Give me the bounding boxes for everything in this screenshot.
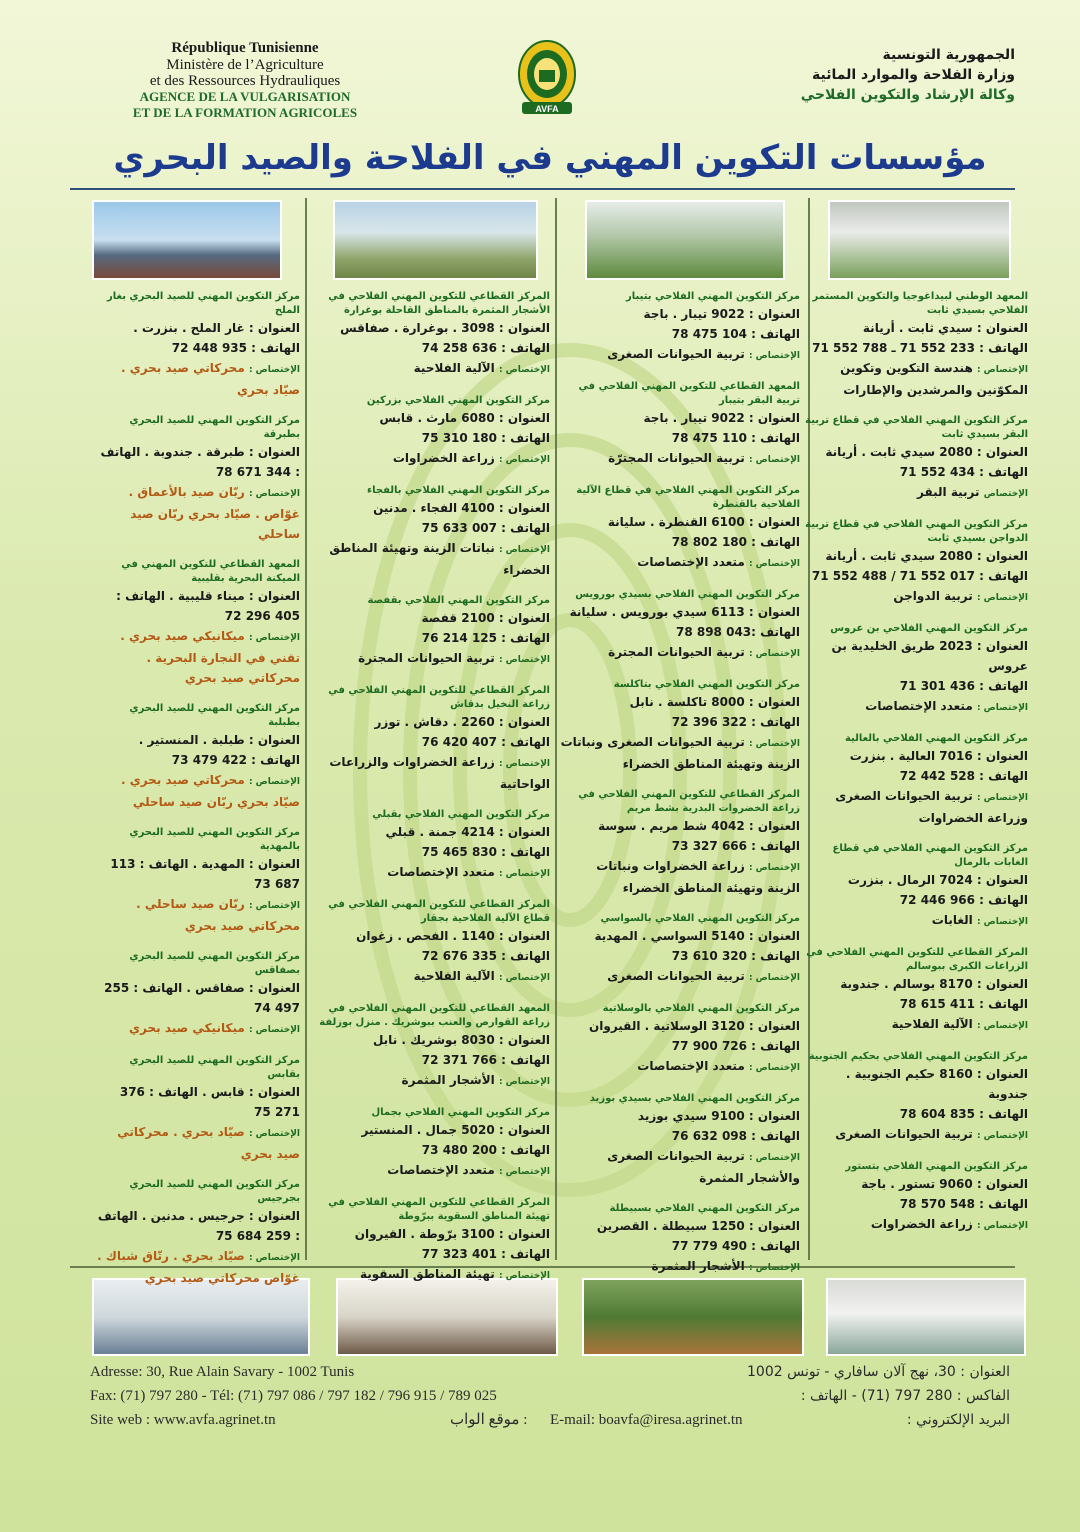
avfa-logo <box>518 40 576 116</box>
institution-entry <box>310 684 550 794</box>
institution-phone: الهاتف : 200 480 73 <box>421 1143 550 1157</box>
specialty-label: الإختصاص : <box>498 759 550 769</box>
specialty-label: الإختصاص : <box>976 1131 1028 1141</box>
institution-entry <box>560 588 800 664</box>
institution-name: المعهد القطاعي للتكوين المهني الفلاحي في تربية البقر بتيبار <box>578 381 800 406</box>
institution-name: المركز القطاعي للتكوين المهني الفلاحي في قطاع الآلية الفلاحية بجقار <box>328 899 550 924</box>
institution-address: العنوان : 5140 السواسي . المهدية <box>594 929 800 943</box>
institution-address: العنوان : 3098 . بوغرارة . صفاقس <box>340 321 550 335</box>
specialty-value: محركاتي صيد بحري . صيّاد بحري ربّان صيد ساحلي <box>120 773 300 809</box>
institution-address: العنوان : 4100 الفجاء . مدنين <box>373 501 550 515</box>
column-4 <box>95 290 300 1302</box>
specialty-value: محركاتي صيد بحري . صيّاد بحري <box>120 361 300 397</box>
institution-specialty <box>803 482 1028 504</box>
institution-specialty <box>560 552 800 574</box>
institution-address: العنوان : 2023 طريق الخليدية بن عروس <box>831 639 1028 673</box>
institution-name: مركز التكوين المهني الفلاحي بتاكلسة <box>613 679 800 690</box>
institution-name: مركز التكوين المهني للصيد البحري بصفاقس <box>129 951 300 976</box>
institution-entry <box>310 594 550 670</box>
fr-line-1: République Tunisienne <box>171 40 319 56</box>
institution-address: العنوان : 2100 قفصة <box>421 611 550 625</box>
institution-name: مركز التكوين المهني الفلاحي بسيدي بورويس <box>575 589 800 600</box>
institution-phone: الهاتف : 407 420 76 <box>421 735 550 749</box>
institution-phone: الهاتف : 434 552 71 <box>899 465 1028 479</box>
institution-specialty <box>310 966 550 988</box>
institution-phone: الهاتف : 180 310 75 <box>421 431 550 445</box>
specialty-label: الإختصاص : <box>976 917 1028 927</box>
institution-entry <box>310 290 550 380</box>
column-1 <box>803 290 1028 1250</box>
institution-specialty <box>310 1264 550 1286</box>
institution-address: العنوان : 3100 برّوطة . القيروان <box>354 1227 550 1241</box>
institution-entry <box>95 702 300 812</box>
institution-specialty <box>560 1256 800 1278</box>
institution-name: مركز التكوين المهني للصيد البحري بطبلبة <box>129 703 300 728</box>
specialty-value: ربّان صيد بالأعماق . غوّاص . صيّاد بحري ربّان صيد ساحلي <box>128 485 300 541</box>
specialty-label: الإختصاص : <box>248 365 300 375</box>
footer-address-fr: Adresse: 30, Rue Alain Savary - 1002 Tunis <box>90 1364 355 1380</box>
specialty-value: تربية الحيوانات الصغرى <box>835 1127 973 1141</box>
institution-entry <box>803 732 1028 828</box>
specialty-value: متعدد الإختصاصات <box>637 555 745 569</box>
specialty-label: الإختصاص : <box>748 739 800 749</box>
institution-address: العنوان : صفاقس . الهاتف : 255 497 74 <box>104 981 300 1015</box>
institution-specialty <box>560 344 800 366</box>
fr-line-3: et des Ressources Hydrauliques <box>149 73 341 89</box>
institution-entry <box>803 518 1028 608</box>
institution-phone: الهاتف : 233 552 71 ـ 788 552 71 <box>812 341 1028 355</box>
column-3 <box>310 290 550 1300</box>
institution-name: مركز التكوين المهني الفلاحي بسيدي بوزيد <box>589 1093 800 1104</box>
institution-name: المركز القطاعي للتكوين المهني الفلاحي في زراعة الخضروات البدرية بشط مريم <box>578 789 800 814</box>
specialty-label: الإختصاص : <box>976 365 1028 375</box>
institution-entry <box>560 1202 800 1278</box>
specialty-value: تربية الحيوانات الصغرى وزراعة الخضراوات <box>835 789 1028 825</box>
institution-address: العنوان : طبرقة . جندوبة . الهاتف : 344 671 78 <box>100 445 300 479</box>
institution-address: العنوان : ميناء قليبية . الهاتف : 405 296 72 <box>116 589 300 623</box>
institution-specialty <box>310 648 550 670</box>
institution-entry <box>803 1050 1028 1146</box>
institution-address: العنوان : المهدية . الهاتف : 113 687 73 <box>110 857 300 891</box>
institution-specialty <box>803 586 1028 608</box>
institution-entry <box>95 1054 300 1164</box>
institution-phone: الهاتف : 490 779 77 <box>671 1239 800 1253</box>
institution-entry <box>803 1160 1028 1236</box>
specialty-label: الإختصاص : <box>498 655 550 665</box>
institution-entry <box>95 290 300 400</box>
specialty-value: متعدد الإختصاصات <box>387 1163 495 1177</box>
institution-name: المعهد القطاعي للتكوين المهني الفلاحي في زراعة القوارص والعنب ببوشريك . منزل بوزلفة <box>319 1003 550 1028</box>
institution-phone: الهاتف : 548 570 78 <box>899 1197 1028 1211</box>
specialty-label: الإختصاص : <box>248 1253 300 1263</box>
specialty-value: زراعة الخضراوات <box>870 1217 973 1231</box>
specialty-label: الإختصاص : <box>976 593 1028 603</box>
page-title: مؤسسات التكوين المهني في الفلاحة والصيد البحري <box>113 138 987 178</box>
specialty-label: الإختصاص : <box>498 365 550 375</box>
footer-email[interactable]: E-mail: boavfa@iresa.agrinet.tn <box>550 1412 743 1428</box>
footer-website-ar: موقع الواب : <box>450 1412 528 1428</box>
institution-name: مركز التكوين المهني الفلاحي بالعالية <box>844 733 1028 744</box>
institution-specialty <box>95 1018 300 1040</box>
specialty-value: متعدد الإختصاصات <box>865 699 973 713</box>
institution-entry <box>803 946 1028 1036</box>
specialty-label: الإختصاص : <box>498 455 550 465</box>
specialty-label: الإختصاص : <box>248 633 300 643</box>
institution-entry <box>310 1106 550 1182</box>
institution-name: مركز التكوين المهني الفلاحي في قطاع الغابات بالرمال <box>832 843 1028 868</box>
specialty-label: الإختصاص : <box>498 973 550 983</box>
institution-address: العنوان : 5020 جمال . المنستير <box>361 1123 550 1137</box>
specialty-label: الإختصاص : <box>248 1025 300 1035</box>
institution-specialty <box>310 1070 550 1092</box>
institution-specialty <box>310 358 550 380</box>
institution-entry <box>95 558 300 688</box>
institution-entry <box>310 898 550 988</box>
institution-address: العنوان : 3120 الوسلاتية . القيروان <box>589 1019 800 1033</box>
specialty-value: تربية الحيوانات الصغرى ونباتات الزينة وتهيئة المناطق الخضراء <box>560 735 800 771</box>
institution-address: العنوان : 9022 تيبار . باجة <box>643 411 800 425</box>
column-divider <box>305 198 307 1260</box>
institution-name: مركز التكوين المهني للصيد البحري بطبرقة <box>129 415 300 440</box>
fr-line-5: ET DE LA FORMATION AGRICOLES <box>132 105 358 120</box>
specialty-value: تربية الحيوانات الصغرى <box>607 347 745 361</box>
specialty-value: صيّاد بحري . رتّاق شباك . غوّاص محركاتي صيد بحري <box>97 1249 300 1285</box>
institution-phone: الهاتف : 320 610 73 <box>671 949 800 963</box>
institution-phone: الهاتف : 335 676 72 <box>421 949 550 963</box>
institution-specialty <box>803 910 1028 932</box>
specialty-value: تهيئة المناطق السقوية <box>359 1267 495 1281</box>
ar-line-3: وكالة الإرشاد والتكوين الفلاحي <box>800 87 1015 103</box>
institution-address: العنوان : 2080 سيدي ثابت . أريانة <box>825 445 1028 459</box>
institution-entry <box>803 842 1028 932</box>
specialty-label: الإختصاص : <box>748 1153 800 1163</box>
photo-trainees-field <box>333 200 538 280</box>
institution-address: العنوان : 6100 القنطرة . سليانة <box>607 515 800 529</box>
institution-phone: الهاتف : 766 371 72 <box>421 1053 550 1067</box>
specialty-label: الإختصاص : <box>248 777 300 787</box>
footer-email-ar: البريد الإلكتروني : <box>906 1412 1010 1428</box>
institution-name: مركز التكوين المهني للصيد البحري بجرجيس <box>129 1179 300 1204</box>
institution-phone: الهاتف : 411 615 78 <box>899 997 1028 1011</box>
institution-phone: الهاتف : 180 802 78 <box>671 535 800 549</box>
institution-entry <box>803 290 1028 400</box>
institution-phone: الهاتف : 636 258 74 <box>421 341 550 355</box>
institution-address: العنوان : 8170 بوسالم . جندوبة <box>840 977 1028 991</box>
institution-phone: الهاتف : 007 633 75 <box>421 521 550 535</box>
institution-address: العنوان : 2260 . دقاش . توزر <box>374 715 550 729</box>
specialty-value: ميكانيكي صيد بحري <box>129 1021 245 1035</box>
institution-name: مركز التكوين المهني الفلاحي بقبلي <box>372 809 550 820</box>
ar-line-2: وزارة الفلاحة والموارد المائية <box>812 67 1015 83</box>
institution-name: مركز التكوين المهني الفلاحي بقفصة <box>367 595 550 606</box>
specialty-value: الآلية الفلاحية <box>413 361 495 375</box>
institution-address: العنوان : سيدي ثابت . أريانة <box>862 321 1028 335</box>
institution-specialty <box>95 894 300 936</box>
institution-phone: الهاتف : 835 604 78 <box>899 1107 1028 1121</box>
institution-phone: الهاتف : 726 900 77 <box>671 1039 800 1053</box>
specialty-value: متعدد الإختصاصات <box>387 865 495 879</box>
institution-address: العنوان : 1250 سبيطلة . القصرين <box>596 1219 800 1233</box>
specialty-value: صيّاد بحري . محركاتي صيد بحري <box>117 1125 300 1161</box>
photo-greenhouse <box>585 200 785 280</box>
institution-entry <box>560 380 800 470</box>
institution-name: مركز التكوين المهني الفلاحي بسبيطلة <box>609 1203 800 1214</box>
institution-entry <box>560 1092 800 1188</box>
institution-entry <box>310 1196 550 1286</box>
footer <box>90 1360 1010 1432</box>
institution-specialty <box>95 626 300 688</box>
institution-phone: الهاتف : 110 475 78 <box>671 431 800 445</box>
institution-entry <box>803 414 1028 504</box>
institution-specialty <box>310 1160 550 1182</box>
title-divider <box>70 188 1015 190</box>
institution-phone: الهاتف : 098 632 76 <box>671 1129 800 1143</box>
institution-address: العنوان : جرجيس . مدنين . الهاتف : 259 684 75 <box>97 1209 300 1243</box>
institution-specialty <box>310 538 550 580</box>
specialty-value: زراعة الخضراوات <box>392 451 495 465</box>
footer-website[interactable]: Site web : www.avfa.agrinet.tn <box>90 1412 276 1428</box>
institution-specialty <box>95 482 300 544</box>
specialty-value: متعدد الإختصاصات <box>637 1059 745 1073</box>
specialty-label: الإختصاص : <box>748 1063 800 1073</box>
institution-specialty <box>803 1214 1028 1236</box>
institution-specialty <box>310 862 550 884</box>
ar-line-1: الجمهورية التونسية <box>882 47 1015 63</box>
institution-phone: الهاتف : 436 301 71 <box>899 679 1028 693</box>
institution-address: العنوان : 9022 تيبار . باجة <box>643 307 800 321</box>
specialty-value: تربية الحيوانات المجترة <box>358 651 495 665</box>
specialty-value: الغابات <box>931 913 973 927</box>
institution-name: مركز التكوين المهني الفلاحي بتيبار <box>626 291 800 302</box>
specialty-label: الإختصاص : <box>748 351 800 361</box>
institution-specialty <box>803 1014 1028 1036</box>
footer-fax-ar: الفاكس : 280 797 (71) - الهاتف : <box>800 1388 1010 1404</box>
institution-entry <box>560 678 800 774</box>
institution-entry <box>310 808 550 884</box>
institution-name: المركز القطاعي للتكوين المهني الفلاحي في الأشجار المثمرة بالمناطق القاحلة بوغرارة <box>328 291 550 316</box>
institution-name: مركز التكوين المهني الفلاحي بن عروس <box>830 623 1028 634</box>
specialty-label: الإختصاص <box>983 489 1028 499</box>
institution-entry <box>803 622 1028 718</box>
specialty-value: زراعة الخضراوات ونباتات الزينة وتهيئة المناطق الخضراء <box>596 859 800 895</box>
specialty-value: تربية الحيوانات الصغرى <box>607 969 745 983</box>
institution-name: مركز التكوين المهني للصيد البحري بقابس <box>129 1055 300 1080</box>
institution-address: العنوان : 6113 سيدي بورويس . سليانة <box>569 605 800 619</box>
institution-address: العنوان : غار الملح . بنزرت . الهاتف : 935 448 72 <box>133 321 300 355</box>
institution-entry <box>310 484 550 580</box>
institution-address: العنوان : 7016 العالية . بنزرت <box>849 749 1028 763</box>
institution-name: مركز التكوين المهني الفلاحي بالسواسي <box>600 913 800 924</box>
specialty-value: ربّان صيد ساحلي . محركاتي صيد بحري <box>136 897 300 933</box>
specialty-label: الإختصاص : <box>976 1021 1028 1031</box>
institution-name: مركز التكوين المهني الفلاحي بتستور <box>845 1161 1028 1172</box>
specialty-value: الآلية الفلاحية <box>891 1017 973 1031</box>
institution-address: العنوان : قابس . الهاتف : 376 271 75 <box>119 1085 300 1119</box>
institution-name: مركز التكوين المهني للصيد البحري بغار الملح <box>107 291 300 316</box>
institution-entry <box>95 1178 300 1288</box>
institution-specialty <box>560 1056 800 1078</box>
institution-specialty <box>310 752 550 794</box>
specialty-label: الإختصاص : <box>498 545 550 555</box>
specialty-label: الإختصاص : <box>748 559 800 569</box>
institution-address: العنوان : 7024 الرمال . بنزرت <box>847 873 1028 887</box>
specialty-label: الإختصاص : <box>248 901 300 911</box>
specialty-label: الإختصاص : <box>976 793 1028 803</box>
institution-specialty <box>560 856 800 898</box>
specialty-value: تربية الحيوانات المجترة <box>608 645 745 659</box>
specialty-label: الإختصاص : <box>498 1167 550 1177</box>
institution-specialty <box>560 732 800 774</box>
institution-entry <box>95 826 300 936</box>
logo-text: AVFA <box>535 104 559 114</box>
institution-address: العنوان : 8160 حكيم الجنوبية . جندوبة <box>845 1067 1028 1101</box>
specialty-label: الإختصاص : <box>976 703 1028 713</box>
specialty-label: الإختصاص : <box>748 1263 800 1273</box>
institution-name: مركز التكوين المهني الفلاحي في قطاع الآلية الفلاحية بالقنطرة <box>576 485 800 510</box>
specialty-value: الأشجار المثمرة <box>401 1073 495 1087</box>
institution-name: مركز التكوين المهني الفلاحي في قطاع تربية الدواجن بسيدي ثابت <box>805 519 1028 544</box>
institution-name: المعهد الوطني لبيداغوجيا والتكوين المستمر الفلاحي بسيدي ثابت <box>812 291 1028 316</box>
institution-specialty <box>560 642 800 664</box>
institution-name: المعهد القطاعي للتكوين المهني في الميكنة البحرية بقليبية <box>121 559 300 584</box>
specialty-label: الإختصاص : <box>748 863 800 873</box>
institution-address: العنوان : 8000 تاكلسة . نابل <box>629 695 800 709</box>
institution-name: المركز القطاعي للتكوين المهني الفلاحي في الزراعات الكبرى ببوسالم <box>806 947 1028 972</box>
institution-address: العنوان : 4214 جمنة . قبلي <box>385 825 550 839</box>
institution-specialty <box>310 448 550 470</box>
institution-name: مركز التكوين المهني للصيد البحري بالمهدية <box>129 827 300 852</box>
institution-entry <box>560 484 800 574</box>
institution-phone: الهاتف : 104 475 78 <box>671 327 800 341</box>
footer-address-ar: العنوان : 30، نهج آلان سافاري - تونس 1002 <box>747 1364 1010 1380</box>
specialty-value: الآلية الفلاحية <box>413 969 495 983</box>
institution-address: العنوان : 8030 بوشريك . نابل <box>372 1033 550 1047</box>
institution-phone: الهاتف : 401 323 77 <box>421 1247 550 1261</box>
institution-address: العنوان : 4042 شط مريم . سوسة <box>598 819 800 833</box>
institution-entry <box>95 950 300 1040</box>
institution-address: العنوان : طبلبة . المنستير . الهاتف : 422 479 73 <box>138 733 300 767</box>
specialty-label: الإختصاص : <box>748 649 800 659</box>
institution-phone: الهاتف : 528 442 72 <box>899 769 1028 783</box>
institution-name: المركز القطاعي للتكوين المهني الفلاحي في زراعة النخيل بدقاش <box>328 685 550 710</box>
institution-specialty <box>803 696 1028 718</box>
specialty-value: الأشجار المثمرة <box>651 1259 745 1273</box>
institution-address: العنوان : 2080 سيدي ثابت . أريانة <box>825 549 1028 563</box>
institution-phone: الهاتف : 017 552 71 / 488 552 71 <box>811 569 1028 583</box>
institution-specialty <box>803 358 1028 400</box>
institution-address: العنوان : 6080 مارث . قابس <box>379 411 550 425</box>
specialty-label: الإختصاص : <box>498 869 550 879</box>
column-divider <box>555 198 557 1260</box>
institution-specialty <box>95 770 300 812</box>
institution-entry <box>310 1002 550 1092</box>
institution-name: المركز القطاعي للتكوين المهني الفلاحي في تهيئة المناطق السقوية ببرّوطة <box>328 1197 550 1222</box>
institution-phone: الهاتف : 666 327 73 <box>671 839 800 853</box>
institution-name: مركز التكوين المهني الفلاحي في قطاع تربية البقر بسيدي ثابت <box>805 415 1028 440</box>
specialty-value: تربية الدواجن <box>893 589 973 603</box>
specialty-label: الإختصاص : <box>976 1221 1028 1231</box>
institution-address: العنوان : 1140 . الفحص . زغوان <box>356 929 550 943</box>
institution-address: العنوان : 9060 تستور . باجة <box>861 1177 1028 1191</box>
institution-name: مركز التكوين المهني الفلاحي بزركين <box>366 395 550 406</box>
arabic-header <box>695 45 1015 105</box>
specialty-value: هندسة التكوين وتكوين المكوّنين والمرشدين والإطارات <box>840 361 1028 397</box>
specialty-label: الإختصاص : <box>498 1077 550 1087</box>
photo-lab-trainees <box>828 200 1011 280</box>
specialty-value: نباتات الزينة وتهيئة المناطق الخضراء <box>329 541 550 577</box>
institution-phone: الهاتف : 830 465 75 <box>421 845 550 859</box>
institution-specialty <box>560 1146 800 1188</box>
institution-name: مركز التكوين المهني الفلاحي بالفجاء <box>367 485 550 496</box>
photo-fishing-boats <box>92 200 282 280</box>
fr-line-2: Ministère de l’Agriculture <box>166 57 324 73</box>
fr-line-4: AGENCE DE LA VULGARISATION <box>139 89 351 104</box>
photo-laboratory <box>826 1278 1026 1356</box>
specialty-value: ميكانيكي صيد بحري . تقني في النجارة البحرية . محركاتي صيد بحري <box>120 629 300 685</box>
institution-specialty <box>803 1124 1028 1146</box>
institution-entry <box>560 788 800 898</box>
specialty-value: زراعة الخضراوات والزراعات الواحاتية <box>329 755 550 791</box>
institution-entry <box>560 290 800 366</box>
institution-phone: الهاتف :043 898 78 <box>675 625 800 639</box>
specialty-label: الإختصاص : <box>248 1129 300 1139</box>
footer-fax-fr: Fax: (71) 797 280 - Tél: (71) 797 086 / 797 182 / 796 915 / 789 025 <box>90 1388 497 1404</box>
specialty-label: الإختصاص : <box>748 455 800 465</box>
institution-entry <box>310 394 550 470</box>
specialty-value: تربية البقر <box>917 485 980 499</box>
institution-specialty <box>560 448 800 470</box>
institution-specialty <box>95 1122 300 1164</box>
specialty-label: الإختصاص : <box>748 973 800 983</box>
institution-specialty <box>95 358 300 400</box>
institution-name: مركز التكوين المهني الفلاحي بجمال <box>371 1107 550 1118</box>
institution-name: مركز التكوين المهني الفلاحي بحكيم الجنوبية <box>808 1051 1028 1062</box>
institution-specialty <box>560 966 800 988</box>
specialty-value: تربية الحيوانات المجترّة <box>608 451 745 465</box>
specialty-value: تربية الحيوانات الصغرى والأشجار المثمرة <box>607 1149 800 1185</box>
institution-entry <box>560 1002 800 1078</box>
column-2 <box>560 290 800 1292</box>
specialty-label: الإختصاص : <box>248 489 300 499</box>
institution-specialty <box>803 786 1028 828</box>
institution-entry <box>95 414 300 544</box>
institution-specialty <box>95 1246 300 1288</box>
institution-entry <box>560 912 800 988</box>
institution-phone: الهاتف : 966 446 72 <box>899 893 1028 907</box>
institution-address: العنوان : 9100 سيدي بوزيد <box>637 1109 800 1123</box>
institution-phone: الهاتف : 125 214 76 <box>421 631 550 645</box>
institution-phone: الهاتف : 322 396 72 <box>671 715 800 729</box>
institution-name: مركز التكوين المهني الفلاحي بالوسلاتية <box>602 1003 800 1014</box>
french-header <box>95 40 395 121</box>
specialty-label: الإختصاص : <box>498 1271 550 1281</box>
